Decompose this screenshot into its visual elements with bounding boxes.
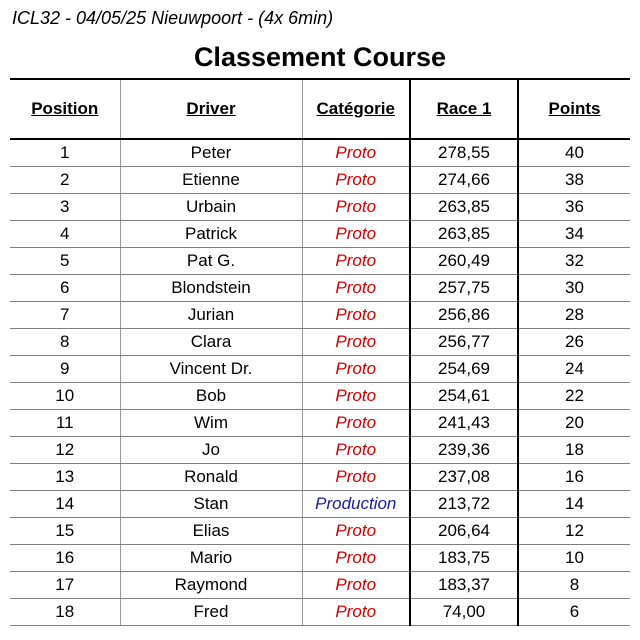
table-row [10,464,630,491]
cell-race-1: 278,55 [410,139,518,167]
cell-points: 8 [518,572,630,599]
cell-points: 26 [518,329,630,356]
category-label: Proto [335,278,377,297]
header-category: Catégorie [302,79,410,139]
cell-points: 38 [518,167,630,194]
cell-driver: Wim [120,410,302,437]
cell-position: 8 [10,329,120,356]
cell-category [302,167,410,194]
table-row [10,194,630,221]
cell-position: 4 [10,221,120,248]
category-label: Proto [335,251,377,270]
cell-position: 10 [10,383,120,410]
cell-driver: Peter [120,139,302,167]
cell-position: 16 [10,545,120,572]
cell-driver: Bob [120,383,302,410]
table-row [10,356,630,383]
cell-position: 9 [10,356,120,383]
table-row [10,302,630,329]
table-row [10,275,630,302]
cell-points: 36 [518,194,630,221]
cell-driver: Stan [120,491,302,518]
cell-race-1: 257,75 [410,275,518,302]
table-row [10,518,630,545]
cell-points: 40 [518,139,630,167]
cell-driver: Jurian [120,302,302,329]
category-label: Proto [335,170,377,189]
table-row [10,221,630,248]
cell-points: 20 [518,410,630,437]
header-race-1: Race 1 [410,79,518,139]
table-row [10,572,630,599]
table-row [10,167,630,194]
table-row [10,491,630,518]
cell-race-1: 206,64 [410,518,518,545]
cell-points: 24 [518,356,630,383]
table-row [10,248,630,275]
cell-race-1: 74,00 [410,599,518,626]
cell-category [302,275,410,302]
cell-driver: Pat G. [120,248,302,275]
cell-race-1: 256,86 [410,302,518,329]
cell-position: 2 [10,167,120,194]
category-label: Proto [335,143,377,162]
cell-race-1: 263,85 [410,221,518,248]
cell-position: 5 [10,248,120,275]
category-label: Proto [335,548,377,567]
cell-points: 6 [518,599,630,626]
category-label: Proto [335,386,377,405]
table-row [10,599,630,626]
category-label: Proto [335,467,377,486]
cell-race-1: 183,75 [410,545,518,572]
cell-category [302,518,410,545]
header-position: Position [10,79,120,139]
cell-position: 15 [10,518,120,545]
category-label: Proto [335,305,377,324]
category-label: Proto [335,197,377,216]
table-row [10,139,630,167]
cell-driver: Vincent Dr. [120,356,302,383]
table-row [10,545,630,572]
cell-category [302,464,410,491]
category-label: Proto [335,332,377,351]
cell-driver: Mario [120,545,302,572]
category-label: Proto [335,602,377,621]
cell-driver: Jo [120,437,302,464]
cell-category [302,139,410,167]
cell-position: 17 [10,572,120,599]
event-subtitle: ICL32 - 04/05/25 Nieuwpoort - (4x 6min) [12,8,334,28]
cell-category [302,356,410,383]
table-body [10,139,630,626]
table-row [10,383,630,410]
cell-category [302,599,410,626]
cell-category [302,329,410,356]
cell-points: 32 [518,248,630,275]
cell-category [302,221,410,248]
cell-driver: Etienne [120,167,302,194]
cell-race-1: 254,69 [410,356,518,383]
cell-position: 14 [10,491,120,518]
cell-race-1: 213,72 [410,491,518,518]
cell-category [302,383,410,410]
table-row [10,410,630,437]
standings-table [10,78,630,626]
cell-category [302,410,410,437]
category-label: Production [315,494,397,513]
cell-points: 22 [518,383,630,410]
cell-category [302,572,410,599]
cell-points: 30 [518,275,630,302]
cell-category [302,248,410,275]
cell-race-1: 183,37 [410,572,518,599]
cell-driver: Elias [120,518,302,545]
cell-driver: Ronald [120,464,302,491]
cell-points: 34 [518,221,630,248]
cell-race-1: 263,85 [410,194,518,221]
cell-points: 18 [518,437,630,464]
cell-driver: Urbain [120,194,302,221]
header-points: Points [518,79,630,139]
cell-points: 14 [518,491,630,518]
cell-position: 6 [10,275,120,302]
category-label: Proto [335,359,377,378]
cell-position: 1 [10,139,120,167]
category-label: Proto [335,413,377,432]
header-driver: Driver [120,79,302,139]
cell-race-1: 239,36 [410,437,518,464]
cell-position: 7 [10,302,120,329]
cell-position: 12 [10,437,120,464]
cell-race-1: 260,49 [410,248,518,275]
cell-race-1: 256,77 [410,329,518,356]
cell-points: 28 [518,302,630,329]
category-label: Proto [335,440,377,459]
cell-position: 13 [10,464,120,491]
category-label: Proto [335,224,377,243]
cell-driver: Fred [120,599,302,626]
cell-category [302,194,410,221]
cell-points: 10 [518,545,630,572]
category-label: Proto [335,575,377,594]
cell-position: 3 [10,194,120,221]
cell-race-1: 237,08 [410,464,518,491]
cell-category [302,545,410,572]
cell-category [302,302,410,329]
cell-driver: Clara [120,329,302,356]
cell-driver: Patrick [120,221,302,248]
table-header-row [10,79,630,139]
table-row [10,437,630,464]
table-row [10,329,630,356]
category-label: Proto [335,521,377,540]
cell-race-1: 254,61 [410,383,518,410]
cell-position: 11 [10,410,120,437]
cell-category [302,437,410,464]
cell-race-1: 241,43 [410,410,518,437]
cell-race-1: 274,66 [410,167,518,194]
cell-driver: Raymond [120,572,302,599]
cell-points: 12 [518,518,630,545]
cell-points: 16 [518,464,630,491]
cell-driver: Blondstein [120,275,302,302]
page-title: Classement Course [193,42,447,72]
cell-position: 18 [10,599,120,626]
cell-category [302,491,410,518]
